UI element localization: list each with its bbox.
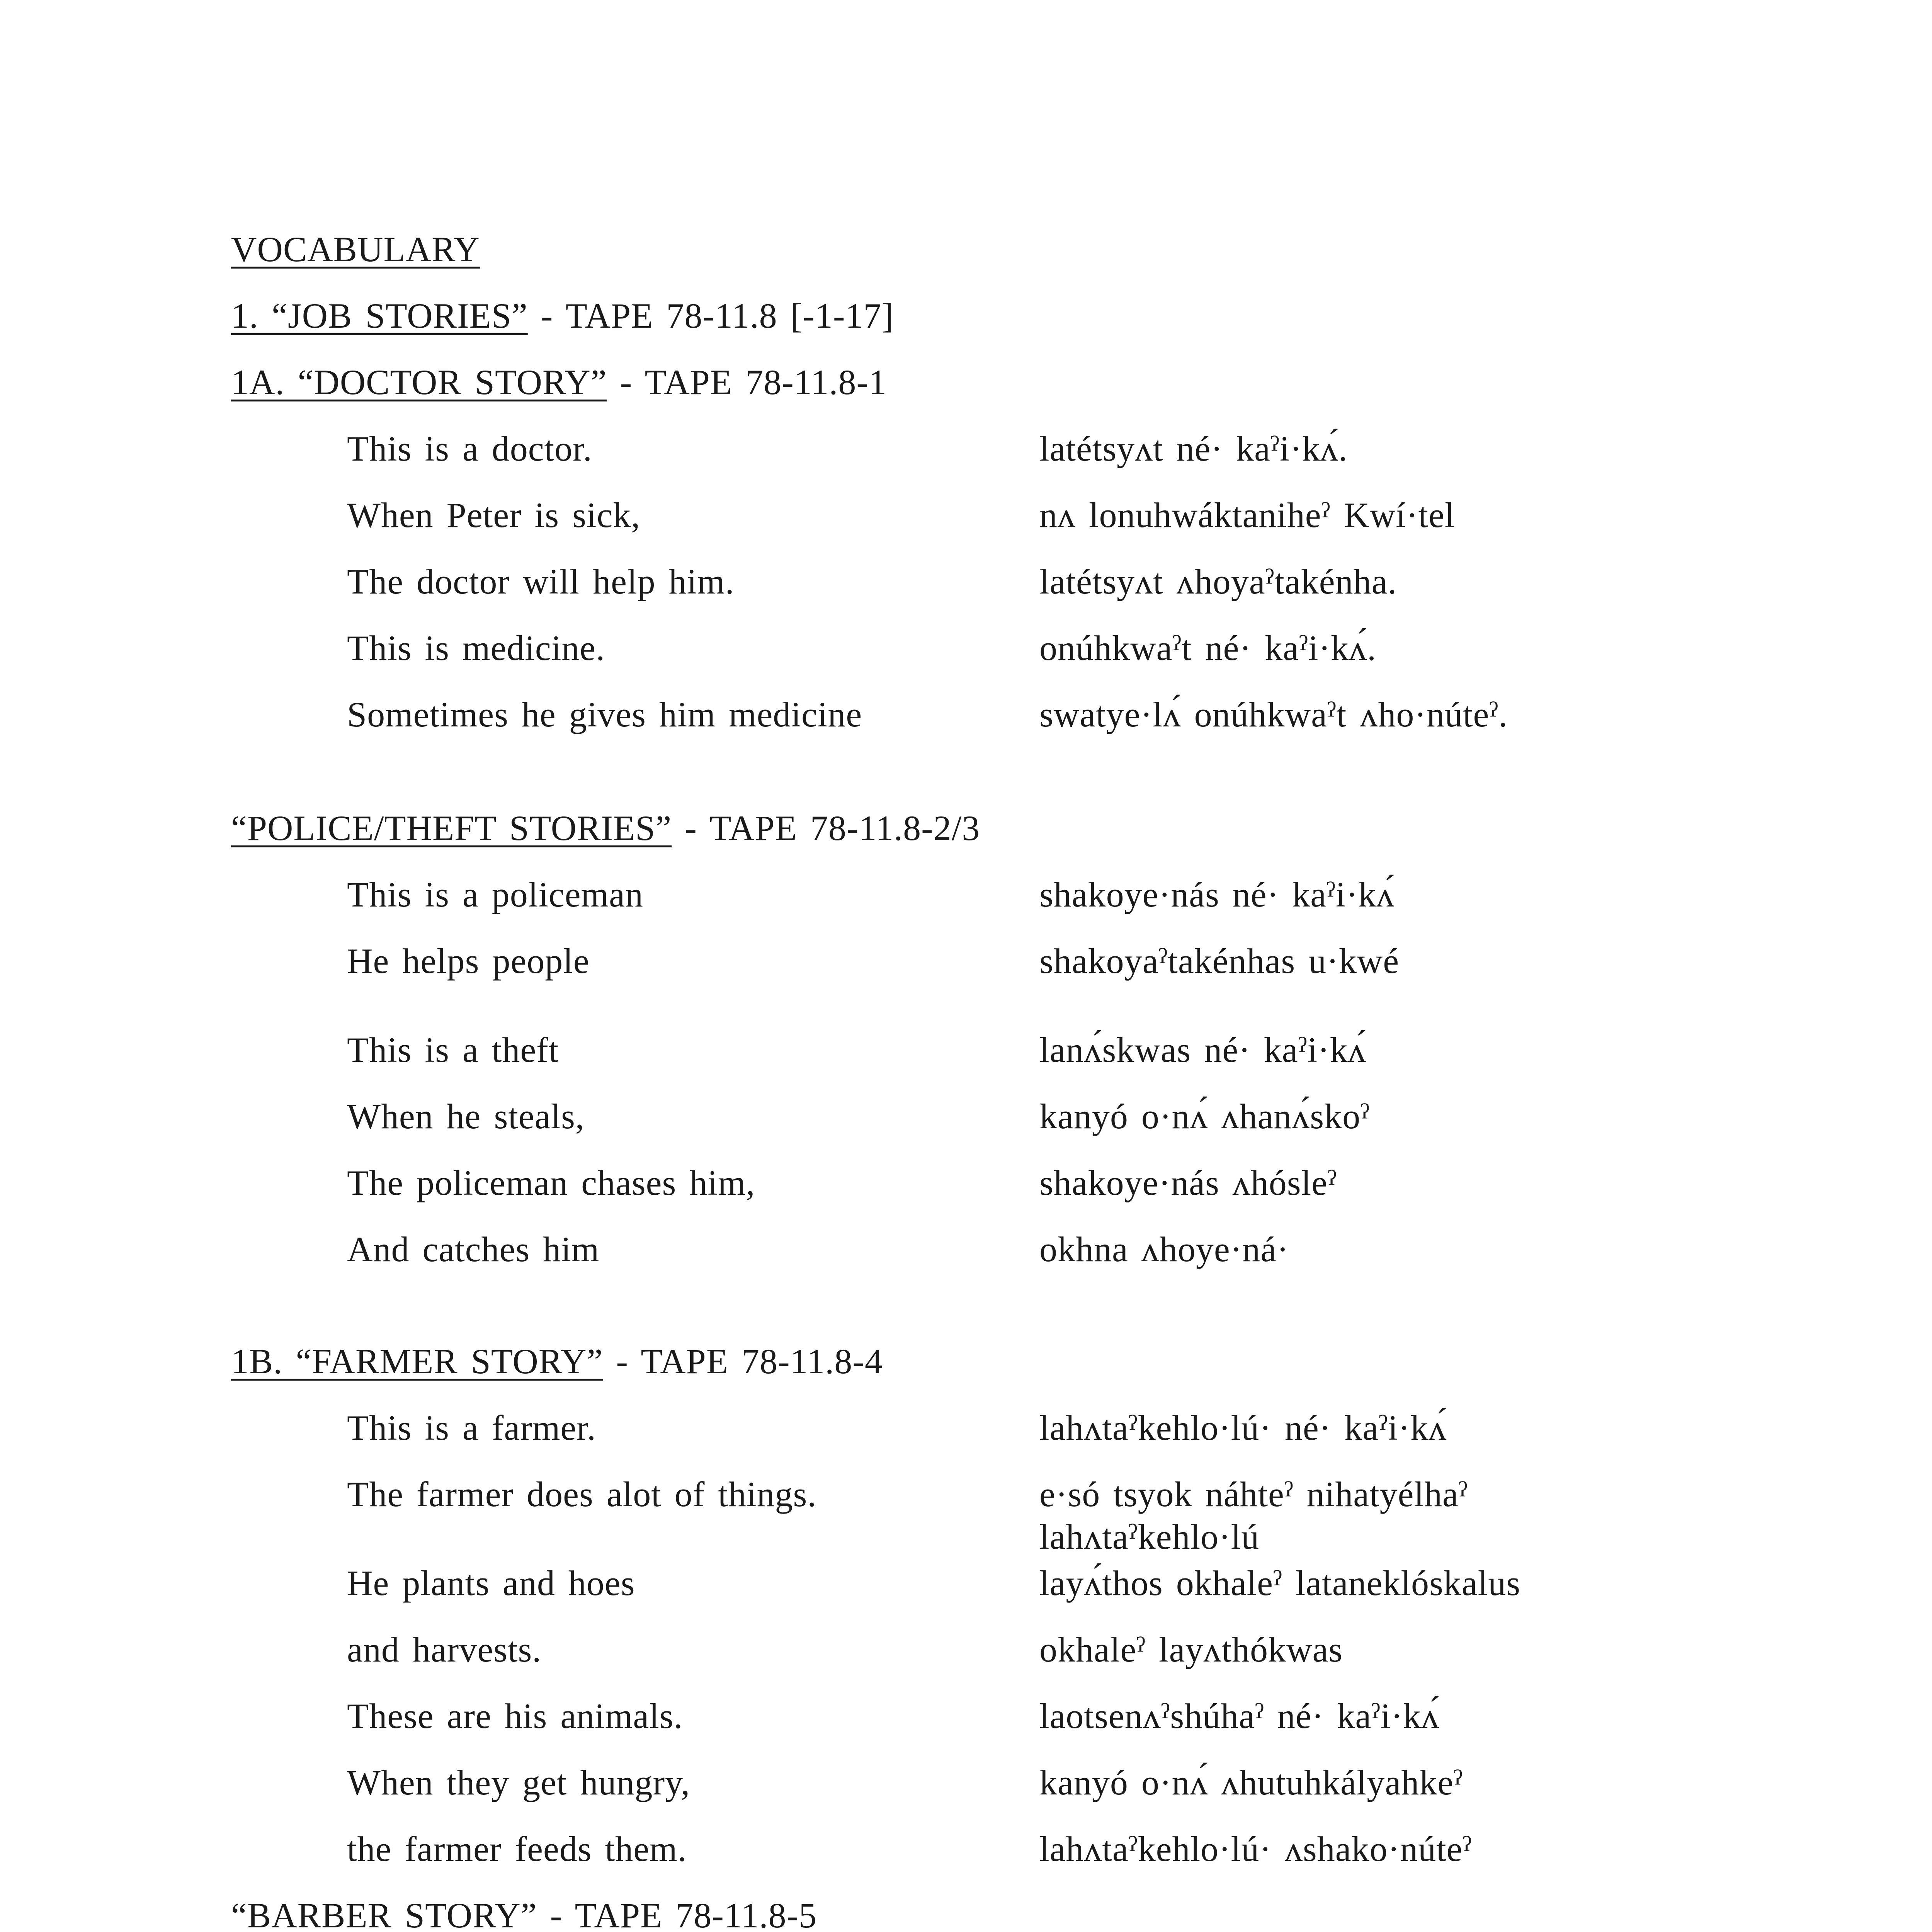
farmer-row-4-english: and harvests. bbox=[347, 1630, 542, 1669]
police-row-5-english: The policeman chases him, bbox=[347, 1163, 755, 1202]
doctor-row-1-oneida: latétsyʌt né· kaˀi·kʌ́. bbox=[1039, 429, 1348, 468]
vocabulary-heading: VOCABULARY bbox=[231, 230, 480, 269]
police-row-4-english: When he steals, bbox=[347, 1097, 585, 1136]
doctor-row-2-oneida: nʌ lonuhwáktaniheˀ Kwí·tel bbox=[1039, 495, 1455, 535]
police-row-4-oneida: kanyó o·nʌ́ ʌhanʌ́skoˀ bbox=[1039, 1097, 1370, 1136]
doctor-row-5-oneida: swatye·lʌ́ onúhkwaˀt ʌho·núteˀ. bbox=[1039, 695, 1508, 734]
barber-story-heading: “BARBER STORY” - TAPE 78-11.8-5 bbox=[231, 1896, 817, 1932]
police-row-2-english: He helps people bbox=[347, 941, 590, 981]
farmer-row-3-oneida: layʌ́thos okhaleˀ lataneklóskalus bbox=[1039, 1563, 1520, 1603]
doctor-story-heading: 1A. “DOCTOR STORY” - TAPE 78-11.8-1 bbox=[231, 362, 887, 402]
police-row-6-oneida: okhna ʌhoye·ná· bbox=[1039, 1230, 1289, 1269]
farmer-row-1-oneida: lahʌtaˀkehlo·lú· né· kaˀi·kʌ́ bbox=[1039, 1408, 1447, 1447]
section-1-heading: 1. “JOB STORIES” - TAPE 78-11.8 [-1-17] bbox=[231, 296, 894, 335]
farmer-row-6-english: When they get hungry, bbox=[347, 1763, 690, 1802]
doctor-row-4-oneida: onúhkwaˀt né· kaˀi·kʌ́. bbox=[1039, 628, 1376, 668]
police-row-6-english: And catches him bbox=[347, 1230, 600, 1269]
farmer-row-1-english: This is a farmer. bbox=[347, 1408, 596, 1447]
police-row-2-oneida: shakoyaˀtakénhas u·kwé bbox=[1039, 941, 1400, 981]
farmer-row-7-oneida: lahʌtaˀkehlo·lú· ʌshako·núteˀ bbox=[1039, 1829, 1472, 1869]
farmer-row-7-english: the farmer feeds them. bbox=[347, 1829, 687, 1869]
farmer-row-2-oneida: e·só tsyok náhteˀ nihatyélhaˀ bbox=[1039, 1475, 1468, 1514]
police-row-1-english: This is a policeman bbox=[347, 875, 643, 914]
police-row-3-oneida: lanʌ́skwas né· kaˀi·kʌ́ bbox=[1039, 1030, 1366, 1070]
doctor-row-5-english: Sometimes he gives him medicine bbox=[347, 695, 862, 734]
police-story-heading: “POLICE/THEFT STORIES” - TAPE 78-11.8-2/3 bbox=[231, 808, 980, 848]
police-row-5-oneida: shakoye·nás ʌhósleˀ bbox=[1039, 1163, 1337, 1202]
police-row-3-english: This is a theft bbox=[347, 1030, 559, 1070]
doctor-row-3-english: The doctor will help him. bbox=[347, 562, 735, 601]
farmer-row-3-english: He plants and hoes bbox=[347, 1563, 635, 1603]
farmer-row-6-oneida: kanyó o·nʌ́ ʌhutuhkályahkeˀ bbox=[1039, 1763, 1463, 1802]
farmer-row-4-oneida: okhaleˀ layʌthókwas bbox=[1039, 1630, 1343, 1669]
farmer-story-heading: 1B. “FARMER STORY” - TAPE 78-11.8-4 bbox=[231, 1342, 883, 1381]
farmer-row-2-oneida-cont: lahʌtaˀkehlo·lú bbox=[1039, 1517, 1260, 1556]
doctor-row-1-english: This is a doctor. bbox=[347, 429, 592, 468]
police-row-1-oneida: shakoye·nás né· kaˀi·kʌ́ bbox=[1039, 875, 1395, 914]
farmer-row-5-english: These are his animals. bbox=[347, 1696, 683, 1736]
doctor-row-4-english: This is medicine. bbox=[347, 628, 605, 668]
doctor-row-3-oneida: latétsyʌt ʌhoyaˀtakénha. bbox=[1039, 562, 1397, 601]
farmer-row-2-english: The farmer does alot of things. bbox=[347, 1475, 817, 1514]
doctor-row-2-english: When Peter is sick, bbox=[347, 495, 641, 535]
farmer-row-5-oneida: laotsenʌˀshúhaˀ né· kaˀi·kʌ́ bbox=[1039, 1696, 1440, 1736]
